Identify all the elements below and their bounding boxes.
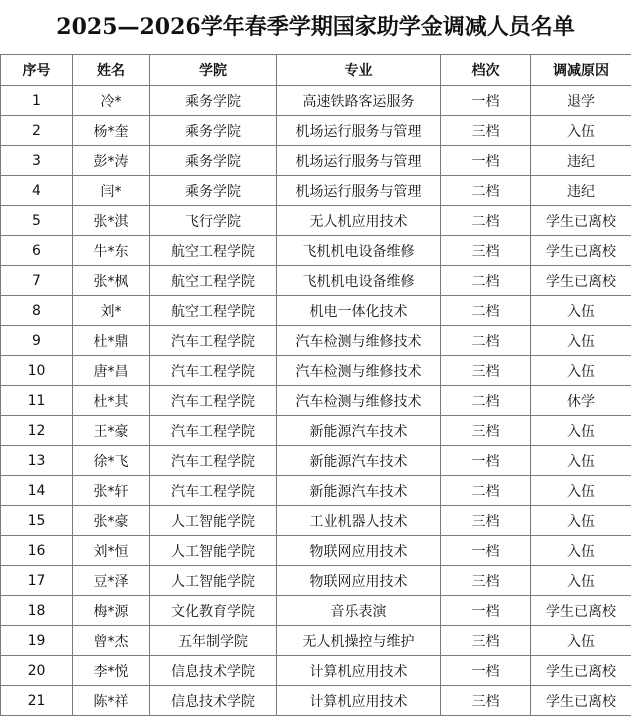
table-header-row	[1, 55, 631, 86]
table-row	[1, 476, 631, 506]
cell-index: 5	[1, 206, 73, 236]
cell-grade: 三档	[441, 236, 531, 266]
cell-college: 人工智能学院	[150, 566, 277, 596]
cell-reason: 学生已离校	[531, 596, 631, 626]
cell-major: 工业机器人技术	[277, 506, 441, 536]
cell-college: 乘务学院	[150, 146, 277, 176]
cell-major: 无人机应用技术	[277, 206, 441, 236]
cell-reason: 入伍	[531, 326, 631, 356]
cell-college: 汽车工程学院	[150, 446, 277, 476]
cell-college: 航空工程学院	[150, 296, 277, 326]
cell-reason: 入伍	[531, 446, 631, 476]
cell-reason: 学生已离校	[531, 236, 631, 266]
cell-grade: 三档	[441, 356, 531, 386]
table-row	[1, 146, 631, 176]
cell-major: 物联网应用技术	[277, 566, 441, 596]
cell-reason: 违纪	[531, 176, 631, 206]
cell-grade: 二档	[441, 266, 531, 296]
cell-college: 信息技术学院	[150, 686, 277, 716]
cell-grade: 三档	[441, 566, 531, 596]
cell-name: 彭*涛	[73, 146, 150, 176]
cell-name: 张*枫	[73, 266, 150, 296]
cell-index: 20	[1, 656, 73, 686]
cell-college: 乘务学院	[150, 176, 277, 206]
cell-index: 6	[1, 236, 73, 266]
cell-name: 张*豪	[73, 506, 150, 536]
cell-major: 飞机机电设备维修	[277, 236, 441, 266]
cell-major: 汽车检测与维修技术	[277, 356, 441, 386]
table-row	[1, 86, 631, 116]
table-row	[1, 656, 631, 686]
cell-name: 唐*昌	[73, 356, 150, 386]
table-body	[1, 86, 631, 716]
cell-grade: 一档	[441, 536, 531, 566]
cell-index: 9	[1, 326, 73, 356]
cell-name: 刘*	[73, 296, 150, 326]
cell-major: 新能源汽车技术	[277, 476, 441, 506]
cell-index: 4	[1, 176, 73, 206]
cell-reason: 学生已离校	[531, 206, 631, 236]
cell-major: 新能源汽车技术	[277, 446, 441, 476]
cell-grade: 三档	[441, 506, 531, 536]
cell-index: 11	[1, 386, 73, 416]
table-row	[1, 206, 631, 236]
cell-college: 汽车工程学院	[150, 476, 277, 506]
header-college: 学院	[150, 55, 277, 86]
cell-index: 8	[1, 296, 73, 326]
cell-reason: 学生已离校	[531, 686, 631, 716]
cell-college: 文化教育学院	[150, 596, 277, 626]
cell-college: 飞行学院	[150, 206, 277, 236]
cell-reason: 违纪	[531, 146, 631, 176]
cell-major: 计算机应用技术	[277, 656, 441, 686]
table-row	[1, 686, 631, 716]
cell-index: 12	[1, 416, 73, 446]
table-row	[1, 296, 631, 326]
cell-college: 乘务学院	[150, 116, 277, 146]
table-row	[1, 176, 631, 206]
cell-major: 音乐表演	[277, 596, 441, 626]
cell-college: 五年制学院	[150, 626, 277, 656]
cell-major: 无人机操控与维护	[277, 626, 441, 656]
table-row	[1, 416, 631, 446]
cell-college: 航空工程学院	[150, 266, 277, 296]
cell-name: 李*悦	[73, 656, 150, 686]
cell-index: 18	[1, 596, 73, 626]
cell-name: 张*淇	[73, 206, 150, 236]
cell-name: 杜*其	[73, 386, 150, 416]
table-row	[1, 536, 631, 566]
cell-reason: 入伍	[531, 296, 631, 326]
cell-major: 飞机机电设备维修	[277, 266, 441, 296]
cell-reason: 学生已离校	[531, 656, 631, 686]
table-row	[1, 356, 631, 386]
cell-name: 张*轩	[73, 476, 150, 506]
cell-major: 机电一体化技术	[277, 296, 441, 326]
cell-grade: 二档	[441, 326, 531, 356]
cell-college: 人工智能学院	[150, 536, 277, 566]
cell-major: 机场运行服务与管理	[277, 146, 441, 176]
header-index: 序号	[1, 55, 73, 86]
cell-reason: 入伍	[531, 626, 631, 656]
cell-index: 10	[1, 356, 73, 386]
cell-grade: 一档	[441, 446, 531, 476]
cell-grade: 三档	[441, 116, 531, 146]
cell-reason: 入伍	[531, 356, 631, 386]
cell-grade: 二档	[441, 476, 531, 506]
cell-grade: 二档	[441, 206, 531, 236]
cell-grade: 三档	[441, 626, 531, 656]
cell-reason: 入伍	[531, 566, 631, 596]
table-row	[1, 236, 631, 266]
cell-college: 汽车工程学院	[150, 416, 277, 446]
cell-reason: 入伍	[531, 416, 631, 446]
cell-index: 19	[1, 626, 73, 656]
cell-reason: 休学	[531, 386, 631, 416]
cell-college: 人工智能学院	[150, 506, 277, 536]
cell-name: 冷*	[73, 86, 150, 116]
cell-major: 汽车检测与维修技术	[277, 326, 441, 356]
cell-reason: 入伍	[531, 506, 631, 536]
cell-major: 机场运行服务与管理	[277, 116, 441, 146]
cell-grade: 二档	[441, 386, 531, 416]
cell-name: 杨*奎	[73, 116, 150, 146]
cell-grade: 一档	[441, 656, 531, 686]
cell-grade: 二档	[441, 176, 531, 206]
cell-college: 汽车工程学院	[150, 326, 277, 356]
cell-grade: 三档	[441, 416, 531, 446]
cell-name: 王*豪	[73, 416, 150, 446]
cell-index: 21	[1, 686, 73, 716]
recipient-table	[0, 54, 631, 716]
cell-index: 1	[1, 86, 73, 116]
header-reason: 调减原因	[531, 55, 631, 86]
cell-grade: 一档	[441, 146, 531, 176]
cell-index: 17	[1, 566, 73, 596]
header-name: 姓名	[73, 55, 150, 86]
cell-major: 新能源汽车技术	[277, 416, 441, 446]
cell-index: 15	[1, 506, 73, 536]
cell-name: 杜*鼎	[73, 326, 150, 356]
cell-reason: 入伍	[531, 536, 631, 566]
cell-index: 7	[1, 266, 73, 296]
cell-reason: 入伍	[531, 476, 631, 506]
table-row	[1, 506, 631, 536]
table-row	[1, 626, 631, 656]
cell-name: 牛*东	[73, 236, 150, 266]
cell-name: 梅*源	[73, 596, 150, 626]
cell-name: 刘*恒	[73, 536, 150, 566]
cell-major: 计算机应用技术	[277, 686, 441, 716]
table-row	[1, 386, 631, 416]
cell-reason: 学生已离校	[531, 266, 631, 296]
cell-grade: 三档	[441, 686, 531, 716]
cell-reason: 退学	[531, 86, 631, 116]
cell-index: 16	[1, 536, 73, 566]
cell-index: 13	[1, 446, 73, 476]
cell-grade: 一档	[441, 86, 531, 116]
page-title: 2025—2026学年春季学期国家助学金调减人员名单	[0, 0, 631, 54]
header-grade: 档次	[441, 55, 531, 86]
cell-college: 信息技术学院	[150, 656, 277, 686]
table-row	[1, 596, 631, 626]
cell-name: 徐*飞	[73, 446, 150, 476]
cell-college: 汽车工程学院	[150, 356, 277, 386]
cell-name: 陈*祥	[73, 686, 150, 716]
cell-index: 2	[1, 116, 73, 146]
cell-major: 汽车检测与维修技术	[277, 386, 441, 416]
table-row	[1, 116, 631, 146]
cell-major: 物联网应用技术	[277, 536, 441, 566]
table-row	[1, 446, 631, 476]
table-row	[1, 566, 631, 596]
table-row	[1, 326, 631, 356]
cell-college: 汽车工程学院	[150, 386, 277, 416]
cell-major: 机场运行服务与管理	[277, 176, 441, 206]
cell-grade: 一档	[441, 596, 531, 626]
cell-index: 14	[1, 476, 73, 506]
cell-grade: 二档	[441, 296, 531, 326]
cell-index: 3	[1, 146, 73, 176]
cell-reason: 入伍	[531, 116, 631, 146]
table-row	[1, 266, 631, 296]
cell-name: 曾*杰	[73, 626, 150, 656]
header-major: 专业	[277, 55, 441, 86]
cell-name: 豆*泽	[73, 566, 150, 596]
cell-major: 高速铁路客运服务	[277, 86, 441, 116]
cell-college: 乘务学院	[150, 86, 277, 116]
cell-college: 航空工程学院	[150, 236, 277, 266]
cell-name: 闫*	[73, 176, 150, 206]
